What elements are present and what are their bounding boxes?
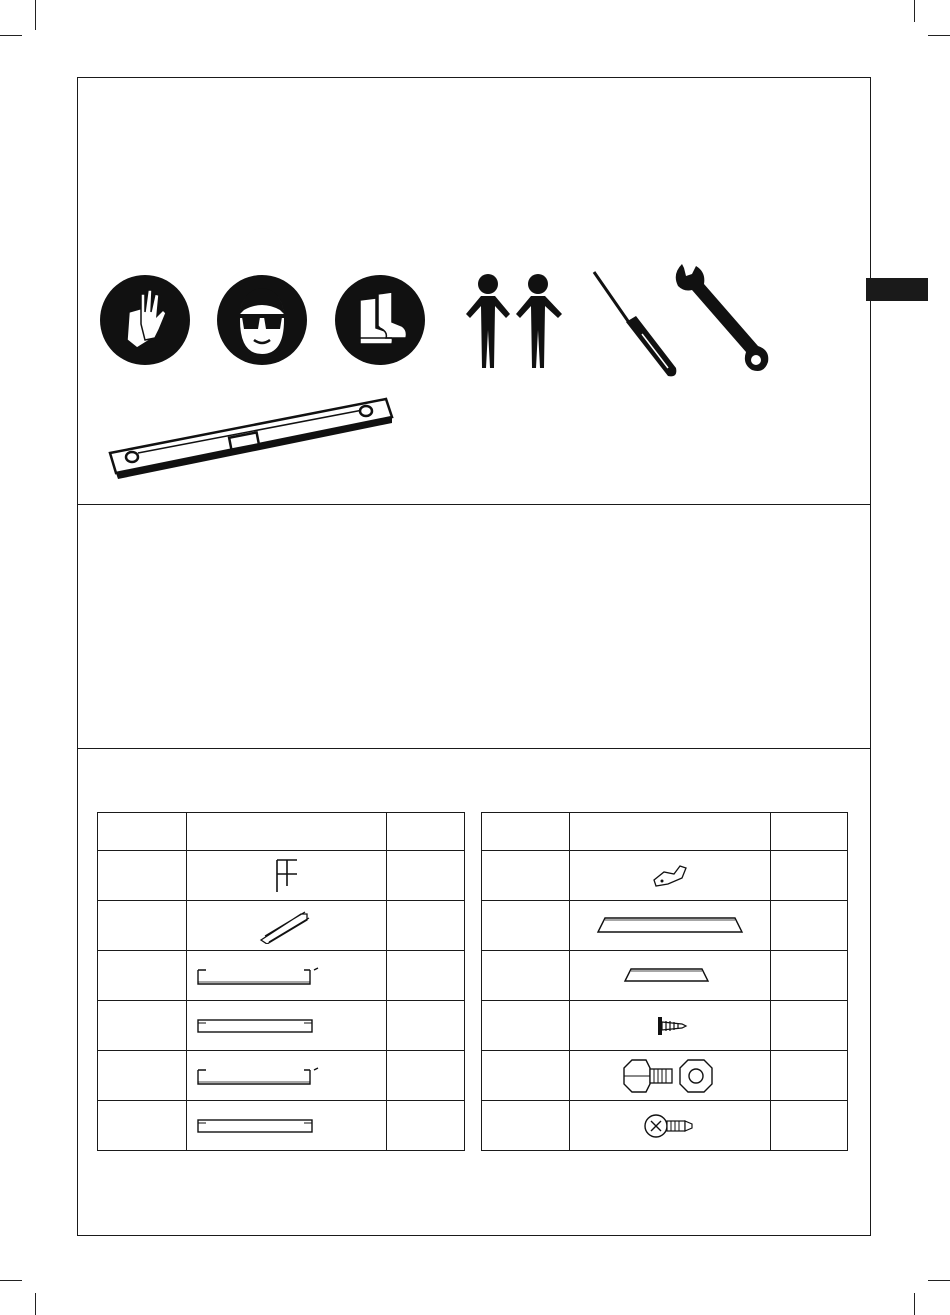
part-qty: [387, 1101, 465, 1151]
part-ref: [98, 901, 187, 951]
table-row: [482, 1051, 848, 1101]
crop-mark: [928, 35, 950, 36]
parts-table-left: [97, 812, 465, 1151]
part-ref: [98, 1101, 187, 1151]
part-qty: [771, 901, 848, 951]
header-ref: [482, 813, 570, 851]
table-row: [98, 851, 465, 901]
part-ref: [98, 1001, 187, 1051]
gloves-icon: [99, 274, 191, 366]
table-row: [98, 1001, 465, 1051]
part-qty: [771, 1101, 848, 1151]
header-part: [570, 813, 771, 851]
part-ref: [482, 851, 570, 901]
long-channel-icon: [194, 1064, 380, 1088]
table-header-row: [482, 813, 848, 851]
part-ref: [98, 1051, 187, 1101]
wrench-icon: [672, 260, 772, 374]
part-qty: [387, 1051, 465, 1101]
part-picture: [570, 901, 771, 951]
part-picture: [187, 901, 387, 951]
part-qty: [771, 851, 848, 901]
part-picture: [187, 1101, 387, 1151]
part-qty: [387, 951, 465, 1001]
two-persons-icon: [464, 272, 566, 370]
part-picture: [570, 1101, 771, 1151]
safety-glasses-icon: [216, 274, 308, 366]
screwdriver-icon: [590, 268, 682, 380]
crop-mark: [0, 1280, 22, 1281]
table-header-row: [98, 813, 465, 851]
part-picture: [570, 851, 771, 901]
parts-table-right: [481, 812, 848, 1151]
part-picture: [187, 1051, 387, 1101]
part-qty: [771, 1001, 848, 1051]
part-qty: [387, 901, 465, 951]
bracket-icon: [650, 862, 690, 890]
table-row: [98, 1051, 465, 1101]
part-picture: [187, 951, 387, 1001]
table-row: [482, 901, 848, 951]
table-row: [482, 1001, 848, 1051]
section-divider: [77, 504, 871, 505]
section-divider: [77, 748, 871, 749]
header-part: [187, 813, 387, 851]
part-qty: [387, 851, 465, 901]
crop-mark: [0, 35, 22, 36]
header-ref: [98, 813, 187, 851]
part-picture: [187, 1001, 387, 1051]
table-row: [98, 901, 465, 951]
long-trapezoid-bar-icon: [595, 914, 745, 938]
part-qty: [771, 1051, 848, 1101]
part-ref: [482, 1101, 570, 1151]
short-trapezoid-bar-icon: [622, 965, 718, 987]
long-channel-icon: [194, 964, 380, 988]
corner-connector-icon: [267, 858, 307, 894]
table-row: [98, 1101, 465, 1151]
safety-boots-icon: [334, 274, 426, 366]
part-qty: [387, 1001, 465, 1051]
wood-screw-icon: [652, 1013, 688, 1039]
part-picture: [570, 1051, 771, 1101]
crop-mark: [35, 1293, 36, 1315]
part-qty: [771, 951, 848, 1001]
crop-mark: [35, 0, 36, 30]
header-qty: [771, 813, 848, 851]
part-ref: [482, 1051, 570, 1101]
part-picture: [570, 1001, 771, 1051]
long-bar-icon: [194, 1114, 380, 1138]
table-row: [98, 951, 465, 1001]
crop-mark: [914, 0, 915, 22]
part-picture: [570, 951, 771, 1001]
bolt-and-nut-icon: [620, 1058, 720, 1094]
self-drilling-screw-icon: [642, 1110, 698, 1142]
part-ref: [98, 951, 187, 1001]
long-bar-icon: [194, 1014, 380, 1038]
part-picture: [187, 851, 387, 901]
crop-mark: [914, 1293, 915, 1315]
rail-profile-icon: [257, 908, 317, 944]
header-qty: [387, 813, 465, 851]
part-ref: [482, 901, 570, 951]
crop-mark: [928, 1280, 950, 1281]
spirit-level-icon: [108, 395, 394, 479]
part-ref: [482, 1001, 570, 1051]
table-row: [482, 1101, 848, 1151]
table-row: [482, 951, 848, 1001]
language-tab: [866, 278, 928, 301]
table-row: [482, 851, 848, 901]
part-ref: [98, 851, 187, 901]
part-ref: [482, 951, 570, 1001]
